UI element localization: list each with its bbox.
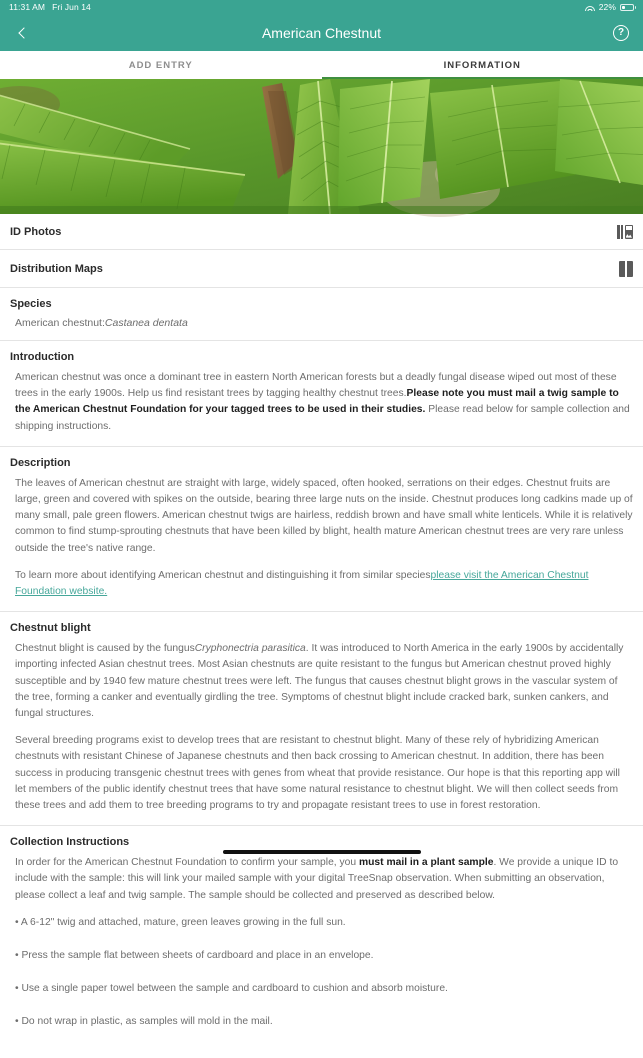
row-id-photos-label: ID Photos (10, 226, 61, 238)
introduction-text-1: American chestnut was once a dominant tree in eastern North American forests but a deadly fungal disease wiped out most of these trees in the early 1900s. Help us find resistant trees by tagging healthy chestnut trees. (15, 372, 617, 399)
tab-bar (0, 51, 643, 79)
wifi-icon (585, 3, 595, 11)
help-circle-icon: ? (613, 25, 629, 41)
species-common-name: American chestnut: (15, 317, 105, 329)
status-bar-right (585, 2, 634, 12)
section-description (0, 447, 643, 612)
list-item: • Use a single paper towel between the sample and cardboard to cushion and absorb moisture. (10, 981, 633, 997)
section-introduction (0, 341, 643, 447)
acf-website-link[interactable]: please visit the American Chestnut Foundation website. (15, 570, 588, 597)
row-distribution-maps-label: Distribution Maps (10, 263, 103, 275)
photo-library-icon (617, 225, 633, 239)
description-title: Description (10, 457, 633, 469)
list-item: • Do not wrap in plastic, as samples will mold in the mail. (10, 1014, 633, 1030)
blight-fungus-name: Cryphonectria parasitica (195, 643, 306, 654)
description-paragraph-2-text: To learn more about identifying American chestnut and distinguishing it from similar species (15, 570, 431, 581)
blight-paragraph-2: Several breeding programs exist to develop trees that are resistant to chestnut blight. Many of these rely of hybridizing American chestnuts with resistant Chinese of Japanese chestnuts and then back crossing to American chestnut. In addition, there has been success in producing transgenic chestnut trees with genes from wheat that provide resistance. Our hope is that this reporting app will let members of the public identify chestnut trees that have some natural resistance to chestnut blight. We will then collect seeds from these trees and add them to tree breeding programs to try and propagate resistant trees to use in forest restoration. (10, 733, 633, 814)
blight-p1-a: Chestnut blight is caused by the fungus (15, 643, 195, 654)
chevron-left-icon (18, 27, 29, 38)
section-species (0, 288, 643, 341)
page-title: American Chestnut (0, 25, 643, 41)
description-paragraph-2 (10, 568, 633, 600)
status-time: 11:31 AM (9, 2, 45, 12)
tab-add-entry[interactable]: ADD ENTRY (0, 51, 322, 79)
introduction-bold-note: Please note you must mail a twig sample to the American Chestnut Foundation for your tagged trees to be used in their studies. (15, 388, 619, 415)
row-id-photos[interactable] (0, 214, 643, 250)
collection-intro-paragraph (10, 855, 633, 904)
species-title: Species (10, 298, 633, 310)
introduction-text-2: Please read below for sample collection and shipping instructions. (15, 404, 630, 431)
section-chestnut-blight (0, 612, 643, 826)
species-scientific-name: Castanea dentata (105, 317, 188, 329)
row-distribution-maps[interactable] (0, 250, 643, 288)
blight-p1-b: . It was introduced to North America in the early 1900s by accidentally importing infected Asian chestnut trees. Most Asian chestnuts are quite resistant to the fungus but American chestnut proved highly susceptible and by 1940 few mature chestnut trees were left. The fungus that causes chestnut blight grows in the vascular system of the tree, forming a canker and eventually girdling the tree. Symptoms of chestnut blight include cracked bark, sunken cankers, and fungal structures. (15, 643, 623, 719)
tab-information[interactable]: INFORMATION (322, 51, 643, 79)
description-paragraph-1: The leaves of American chestnut are straight with large, widely spaced, often hooked, serrations on their edges. Chestnut fruits are large, green and covered with spikes on the outside, bearing three large nuts on the inside. Chestnut produces long cadkins made up of many small, pale green flowers. American chestnut twigs are hairless, reddish brown and have small white lenticels. While it is relatively common to find stump-sprouting chestnuts that have been killed by blight, health mature American chestnut trees are very rare unless outside the tree's native range. (10, 476, 633, 557)
species-value (10, 317, 633, 329)
battery-percent-label: 22% (599, 2, 616, 12)
status-bar-left (9, 2, 91, 12)
status-date: Fri Jun 14 (52, 2, 91, 12)
blight-title: Chestnut blight (10, 622, 633, 634)
collection-intro-b: . We provide a unique ID to include with the sample: this will link your mailed sample with your digital TreeSnap observation. When submitting an observation, please collect a leaf and twig sample. The sample should be collected and preserved as described below. (15, 857, 618, 900)
status-bar (0, 0, 643, 14)
map-book-icon (619, 261, 633, 277)
list-item: • A 6-12" twig and attached, mature, green leaves growing in the full sun. (10, 915, 633, 931)
battery-low-icon (620, 4, 634, 11)
navigation-bar (0, 14, 643, 51)
collection-intro-a: In order for the American Chestnut Foundation to confirm your sample, you (15, 857, 359, 868)
help-button[interactable] (599, 14, 643, 51)
collection-title: Collection Instructions (10, 836, 633, 848)
chestnut-leaves-illustration (0, 79, 643, 214)
hero-image (0, 79, 643, 214)
introduction-paragraph (10, 370, 633, 435)
back-button[interactable] (0, 14, 44, 51)
list-item: • Press the sample flat between sheets of cardboard and place in an envelope. (10, 948, 633, 964)
section-collection-instructions (0, 826, 643, 1058)
home-indicator (223, 850, 421, 854)
collection-intro-bold: must mail in a plant sample (359, 857, 493, 868)
blight-paragraph-1 (10, 641, 633, 722)
introduction-title: Introduction (10, 351, 633, 363)
